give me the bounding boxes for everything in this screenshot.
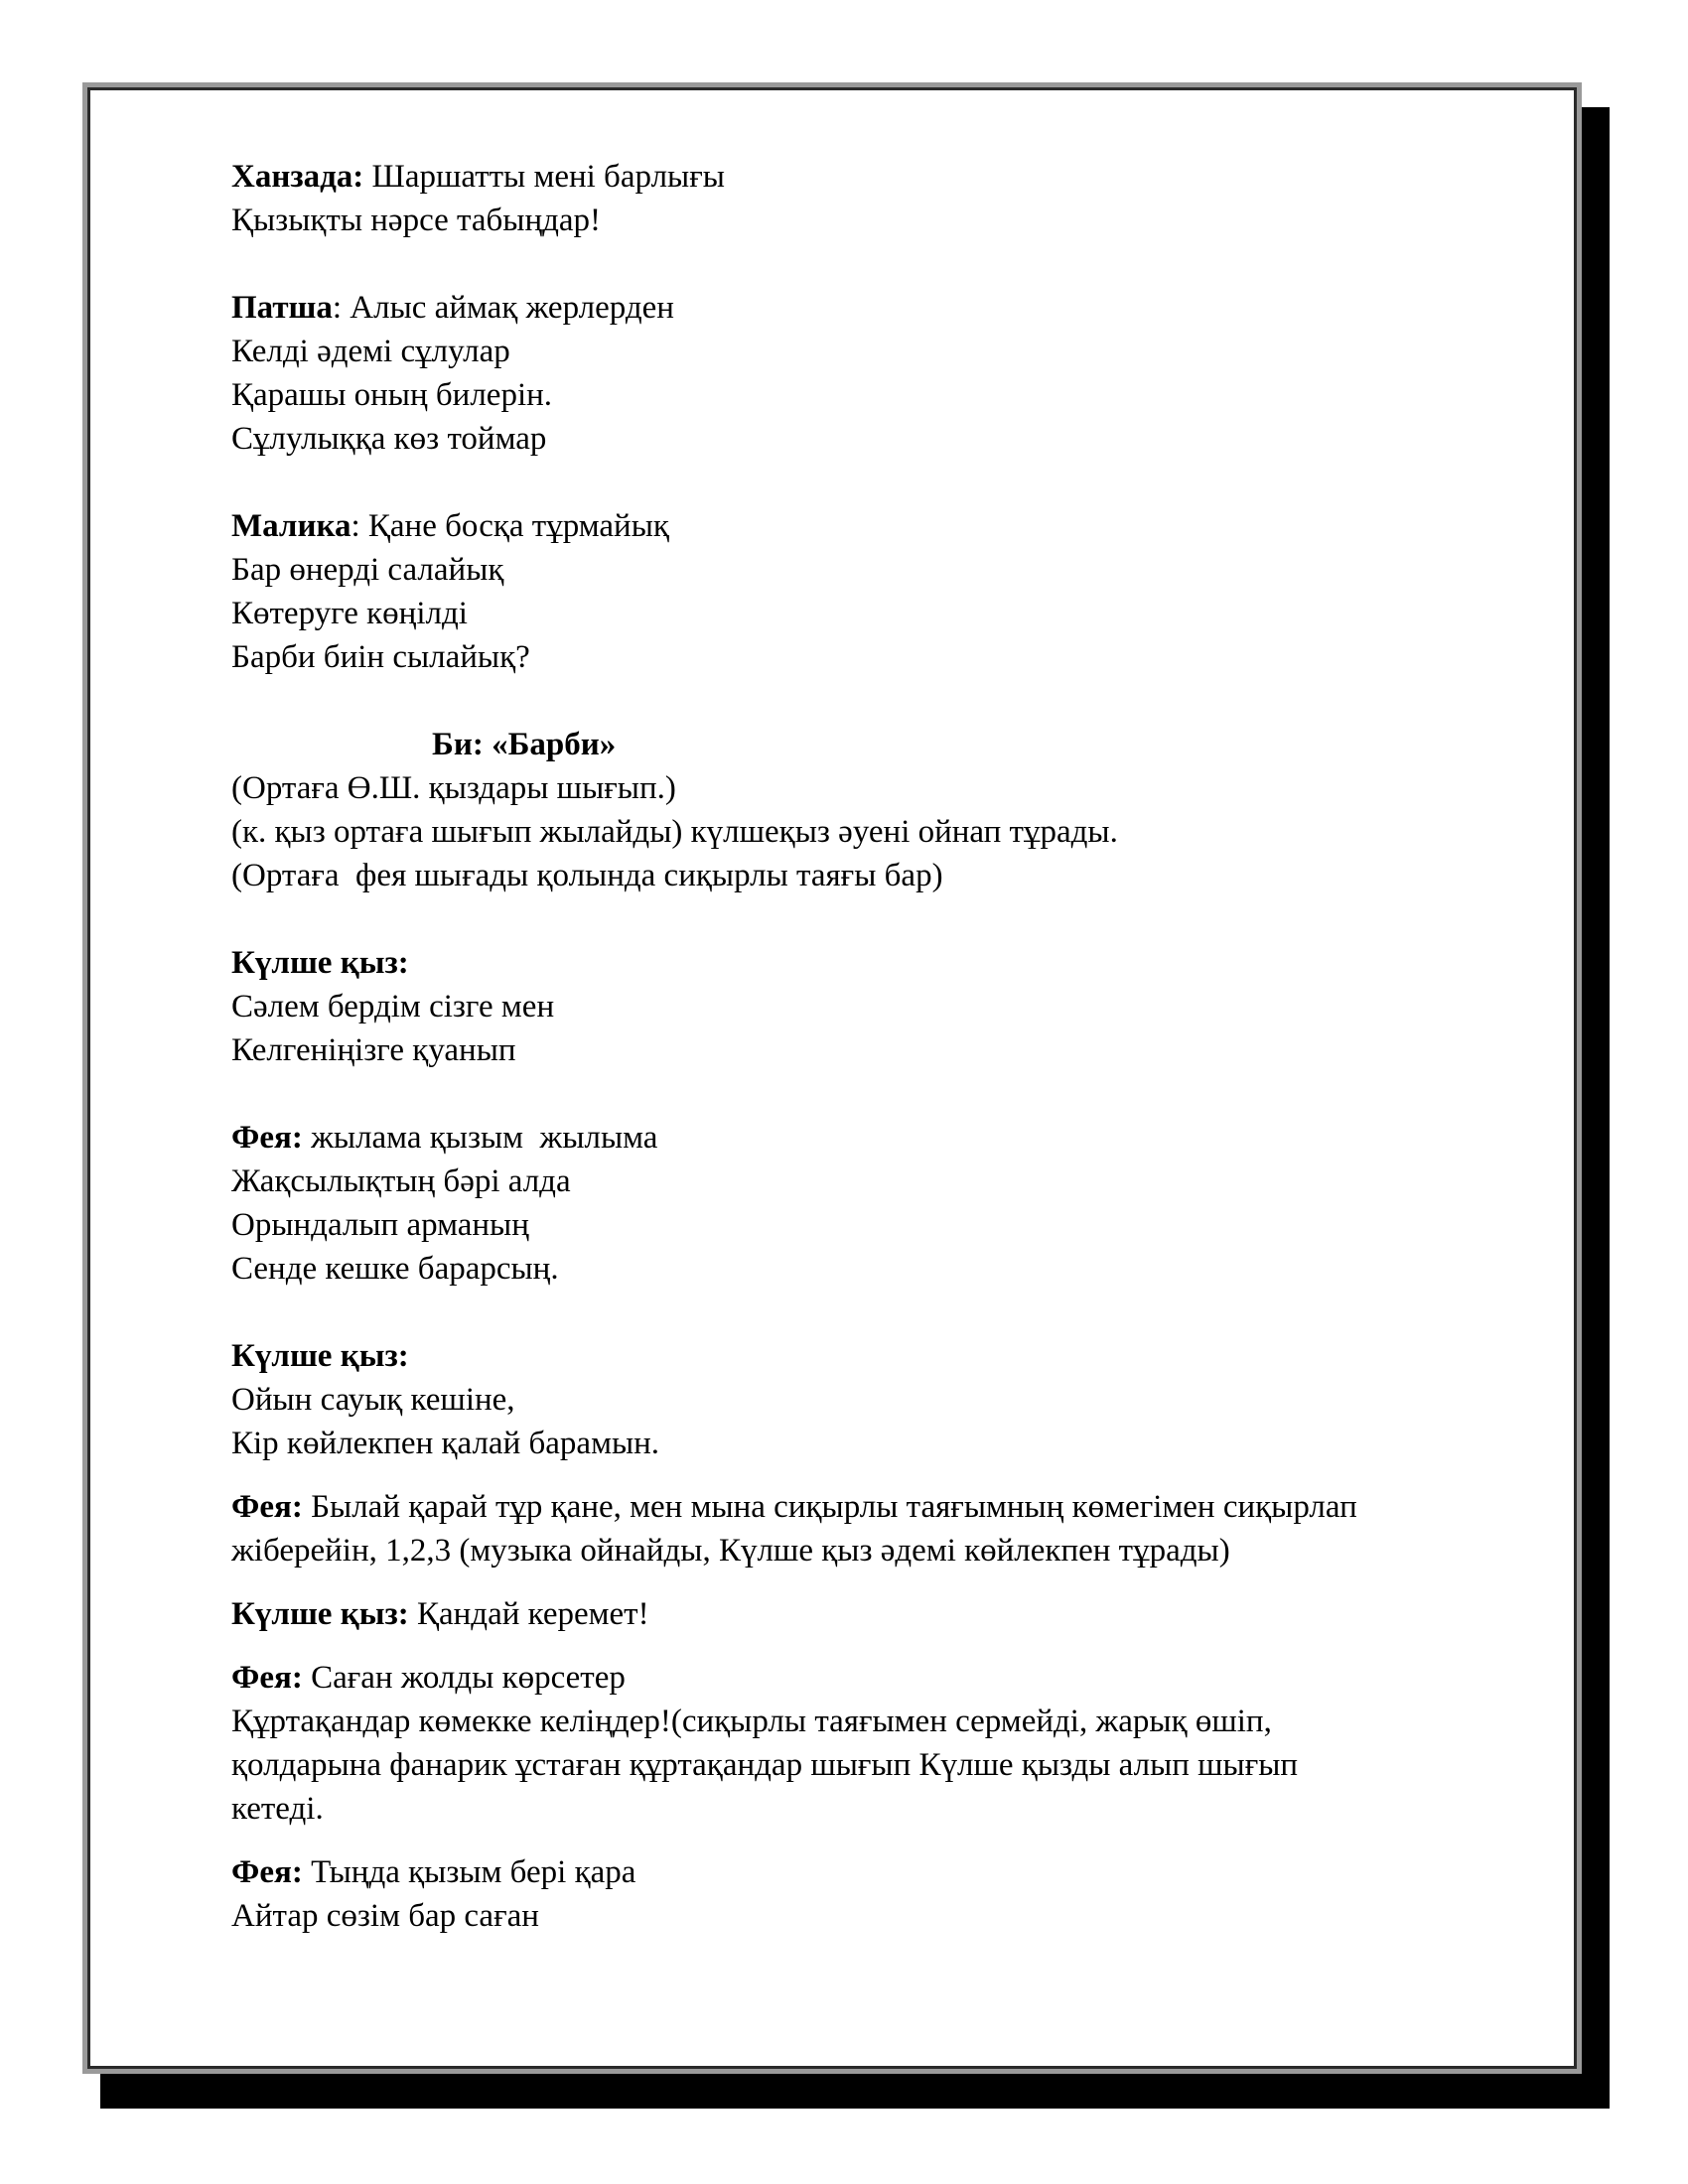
speaker-name: Күлше қыз: [231, 945, 409, 981]
dialogue-line: Жақсылықтың бәрі алда [231, 1163, 571, 1199]
dialogue-line: Былай қарай тұр қане, мен мына сиқырлы таяғымның көмегімен сиқырлап [302, 1489, 1357, 1525]
dance-title: Би: «Барби» [432, 727, 617, 762]
speaker-name: Фея: [231, 1854, 303, 1890]
speaker-name: Күлше қыз: [231, 1596, 409, 1632]
stage-direction: (к. қыз ортаға шығып жылайды) күлшеқыз әуені ойнап тұрады. [231, 814, 1118, 850]
dialogue-line: Ойын сауық кешіне, [231, 1382, 515, 1418]
speaker-name: Фея: [231, 1120, 303, 1156]
dialogue-line: Тыңда қызым бері қара [302, 1854, 636, 1890]
dialogue-line: Сенде кешке барарсың. [231, 1251, 559, 1287]
dialogue-line: Қандай керемет! [408, 1596, 649, 1632]
dialogue-line: Қарашы оның билерін. [231, 377, 553, 413]
dialogue-line: Сәлем бердім сізге мен [231, 989, 555, 1024]
speaker-name: Патша [231, 290, 333, 326]
dance-block [231, 723, 1552, 897]
dialogue-line: Қызықты нәрсе табыңдар! [231, 203, 602, 238]
speaker-name: Фея: [231, 1489, 303, 1525]
speaker-name: Фея: [231, 1660, 303, 1696]
stage-direction: (Ортаға Ө.Ш. қыздары шығып.) [231, 770, 676, 806]
dialogue-block [231, 286, 1552, 461]
dialogue-block [231, 1334, 1552, 1465]
dialogue-line: Барби биін сылайық? [231, 639, 530, 675]
dialogue-block [231, 1850, 1552, 1938]
dialogue-line: Кір көйлекпен қалай барамын. [231, 1426, 660, 1461]
dialogue-line: Айтар сөзім бар саған [231, 1898, 539, 1934]
dialogue-line: Сұлулыққа көз тоймар [231, 421, 547, 457]
dialogue-line: : Қане босқа тұрмайық [351, 508, 669, 544]
dialogue-line: жылама қызым жылыма [302, 1120, 658, 1156]
speaker-name: Ханзада: [231, 159, 364, 195]
dialogue-line: Саған жолды көрсетер [302, 1660, 626, 1696]
speaker-name: Күлше қыз: [231, 1338, 409, 1374]
dialogue-line: Құртақандар көмекке келіңдер!(сиқырлы таяғымен сермейді, жарық өшіп, [231, 1704, 1272, 1739]
dialogue-line: Бар өнерді салайық [231, 552, 504, 588]
dialogue-block [231, 155, 1552, 242]
dialogue-block [231, 1656, 1552, 1831]
dialogue-block [231, 1116, 1552, 1291]
dialogue-line: қолдарына фанарик ұстаған құртақандар шығып Күлше қызды алып шығып [231, 1747, 1299, 1783]
dialogue-line: Келгеніңізге қуанып [231, 1032, 516, 1068]
dialogue-block [231, 941, 1552, 1072]
dialogue-line: : Алыс аймақ жерлерден [332, 290, 674, 326]
dialogue-line: Көтеруге көңілді [231, 596, 468, 631]
dialogue-block [231, 1485, 1552, 1572]
dialogue-line: Орындалып арманың [231, 1207, 529, 1243]
dialogue-line: Шаршатты мені барлығы [363, 159, 725, 195]
script-text [231, 155, 1552, 1938]
dialogue-line: жіберейін, 1,2,3 (музыка ойнайды, Күлше қыз әдемі көйлекпен тұрады) [231, 1533, 1230, 1569]
stage-direction: (Ортаға фея шығады қолында сиқырлы таяғы бар) [231, 858, 943, 893]
speaker-name: Малика [231, 508, 352, 544]
dialogue-line: Келді әдемі сұлулар [231, 334, 510, 369]
dialogue-line: кетеді. [231, 1791, 324, 1827]
dialogue-block [231, 504, 1552, 679]
dialogue-block [231, 1592, 1552, 1636]
